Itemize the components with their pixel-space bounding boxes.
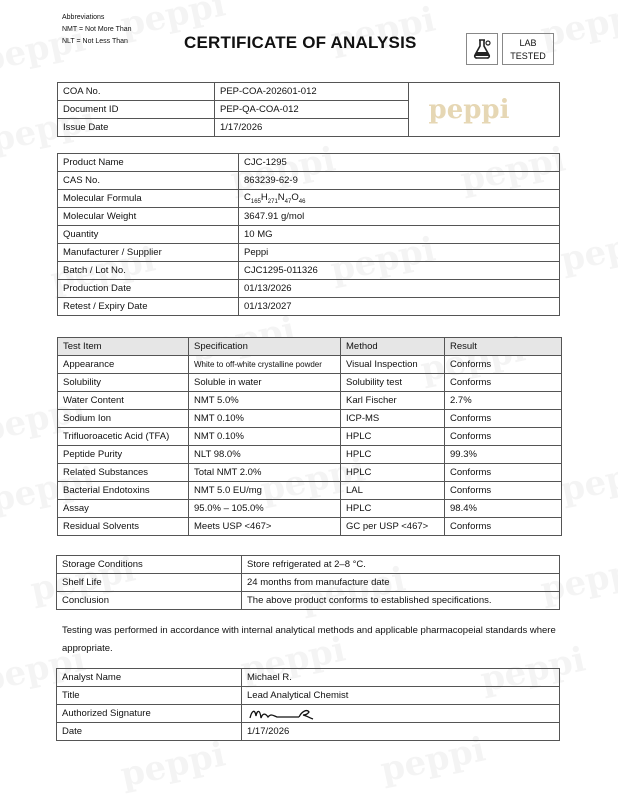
- table-row: [57, 669, 560, 687]
- specification-cell: NMT 5.0 EU/mg: [189, 482, 341, 500]
- method-cell: GC per USP <467>: [341, 518, 445, 536]
- title-value: Lead Analytical Chemist: [242, 687, 560, 705]
- storage-label: Storage Conditions: [57, 556, 242, 574]
- conclusion-label: Conclusion: [57, 592, 242, 610]
- abbreviation-nmt: NMT = Not More Than: [62, 26, 132, 33]
- signoff-table: [56, 668, 560, 741]
- storage-value: Store refrigerated at 2–8 °C.: [242, 556, 560, 574]
- result-cell: 99.3%: [445, 446, 562, 464]
- document-id-value: PEP-QA-COA-012: [215, 101, 409, 119]
- table-row: [58, 298, 560, 316]
- badge-line-2: TESTED: [510, 51, 546, 61]
- manufacturer-label: Manufacturer / Supplier: [58, 244, 239, 262]
- header-specification: Specification: [189, 338, 341, 356]
- abbreviations: [62, 12, 132, 48]
- table-row: [58, 410, 562, 428]
- product-name-value: CJC-1295: [239, 154, 560, 172]
- test-item-cell: Trifluoroacetic Acid (TFA): [58, 428, 189, 446]
- table-row: [58, 244, 560, 262]
- document-title: CERTIFICATE OF ANALYSIS: [184, 33, 417, 52]
- result-cell: Conforms: [445, 428, 562, 446]
- table-row: [58, 482, 562, 500]
- manufacturer-value: Peppi: [239, 244, 560, 262]
- document-id-label: Document ID: [58, 101, 215, 119]
- test-item-cell: Bacterial Endotoxins: [58, 482, 189, 500]
- test-item-cell: Peptide Purity: [58, 446, 189, 464]
- table-row: [58, 392, 562, 410]
- specification-cell: 95.0% – 105.0%: [189, 500, 341, 518]
- method-cell: HPLC: [341, 428, 445, 446]
- header-method: Method: [341, 338, 445, 356]
- batch-value: CJC1295-011326: [239, 262, 560, 280]
- table-row: [57, 723, 560, 741]
- table-row: [58, 226, 560, 244]
- method-cell: ICP-MS: [341, 410, 445, 428]
- specification-cell: Meets USP <467>: [189, 518, 341, 536]
- test-results-table: [57, 337, 562, 536]
- issue-date-value: 1/17/2026: [215, 119, 409, 137]
- analyst-value: Michael R.: [242, 669, 560, 687]
- watermark-text: [557, 219, 618, 280]
- abbreviation-nlt: NLT = Not Less Than: [62, 38, 128, 45]
- document-info-table: [57, 82, 560, 137]
- product-name-label: Product Name: [58, 154, 239, 172]
- table-row: [58, 374, 562, 392]
- specification-cell: NLT 98.0%: [189, 446, 341, 464]
- table-row: [57, 687, 560, 705]
- result-cell: Conforms: [445, 464, 562, 482]
- table-row: [58, 190, 560, 208]
- abbreviations-heading: Abbreviations: [62, 14, 105, 21]
- specification-cell: NMT 0.10%: [189, 410, 341, 428]
- result-cell: Conforms: [445, 374, 562, 392]
- table-row: [58, 446, 562, 464]
- method-cell: Visual Inspection: [341, 356, 445, 374]
- conclusion-value: The above product conforms to established specifications.: [242, 592, 560, 610]
- quantity-value: 10 MG: [239, 226, 560, 244]
- weight-value: 3647.91 g/mol: [239, 208, 560, 226]
- method-cell: HPLC: [341, 500, 445, 518]
- table-row: [58, 500, 562, 518]
- result-cell: Conforms: [445, 410, 562, 428]
- cas-label: CAS No.: [58, 172, 239, 190]
- formula-value: $C_{165}H_{271}N_{47}O_{46}$: [239, 190, 560, 208]
- product-info-table: [57, 153, 560, 316]
- signature-label: Authorized Signature: [57, 705, 242, 723]
- batch-label: Batch / Lot No.: [58, 262, 239, 280]
- method-cell: Karl Fischer: [341, 392, 445, 410]
- watermark-text: [557, 449, 618, 510]
- watermark-text: [117, 734, 229, 795]
- specification-cell: Soluble in water: [189, 374, 341, 392]
- retest-date-label: Retest / Expiry Date: [58, 298, 239, 316]
- table-row: [58, 518, 562, 536]
- result-cell: Conforms: [445, 356, 562, 374]
- header-result: Result: [445, 338, 562, 356]
- test-item-cell: Solubility: [58, 374, 189, 392]
- analyst-label: Analyst Name: [57, 669, 242, 687]
- weight-label: Molecular Weight: [58, 208, 239, 226]
- shelf-life-value: 24 months from manufacture date: [242, 574, 560, 592]
- table-row: [58, 464, 562, 482]
- date-label: Date: [57, 723, 242, 741]
- test-item-cell: Water Content: [58, 392, 189, 410]
- method-cell: HPLC: [341, 446, 445, 464]
- brand-logo: peppi: [428, 94, 510, 125]
- date-value: 1/17/2026: [242, 723, 560, 741]
- method-cell: Solubility test: [341, 374, 445, 392]
- specification-cell: Total NMT 2.0%: [189, 464, 341, 482]
- result-cell: 2.7%: [445, 392, 562, 410]
- method-cell: HPLC: [341, 464, 445, 482]
- production-date-label: Production Date: [58, 280, 239, 298]
- test-item-cell: Residual Solvents: [58, 518, 189, 536]
- handwritten-signature: [247, 706, 317, 722]
- result-cell: Conforms: [445, 482, 562, 500]
- coa-number-label: COA No.: [58, 83, 215, 101]
- table-row: [57, 592, 560, 610]
- lab-flask-icon: [466, 33, 498, 65]
- table-row: [58, 262, 560, 280]
- title-label: Title: [57, 687, 242, 705]
- brand-logo-cell: [409, 83, 560, 137]
- specification-cell: NMT 5.0%: [189, 392, 341, 410]
- lab-tested-badge: [502, 33, 554, 65]
- cas-value: 863239-62-9: [239, 172, 560, 190]
- test-item-cell: Related Substances: [58, 464, 189, 482]
- specification-cell: NMT 0.10%: [189, 428, 341, 446]
- table-row: [58, 172, 560, 190]
- signature-cell: [242, 705, 560, 723]
- retest-date-value: 01/13/2027: [239, 298, 560, 316]
- test-item-cell: Assay: [58, 500, 189, 518]
- table-row: [57, 705, 560, 723]
- result-cell: Conforms: [445, 518, 562, 536]
- table-header-row: [58, 338, 562, 356]
- coa-number-value: PEP-COA-202601-012: [215, 83, 409, 101]
- issue-date-label: Issue Date: [58, 119, 215, 137]
- header-test-item: Test Item: [58, 338, 189, 356]
- table-row: [58, 280, 560, 298]
- formula-label: Molecular Formula: [58, 190, 239, 208]
- table-row: [58, 428, 562, 446]
- result-cell: 98.4%: [445, 500, 562, 518]
- shelf-life-label: Shelf Life: [57, 574, 242, 592]
- quantity-label: Quantity: [58, 226, 239, 244]
- table-row: [58, 83, 560, 101]
- table-row: [57, 556, 560, 574]
- storage-table: [56, 555, 560, 610]
- table-row: [57, 574, 560, 592]
- specification-cell: White to off-white crystalline powder: [189, 356, 341, 374]
- table-row: [58, 154, 560, 172]
- test-item-cell: Appearance: [58, 356, 189, 374]
- badge-line-1: LAB: [519, 38, 537, 48]
- test-item-cell: Sodium Ion: [58, 410, 189, 428]
- production-date-value: 01/13/2026: [239, 280, 560, 298]
- method-cell: LAL: [341, 482, 445, 500]
- testing-note: Testing was performed in accordance with internal analytical methods and applicable pharmacopeial standards where appropriate.: [62, 625, 556, 654]
- table-row: [58, 356, 562, 374]
- table-row: [58, 208, 560, 226]
